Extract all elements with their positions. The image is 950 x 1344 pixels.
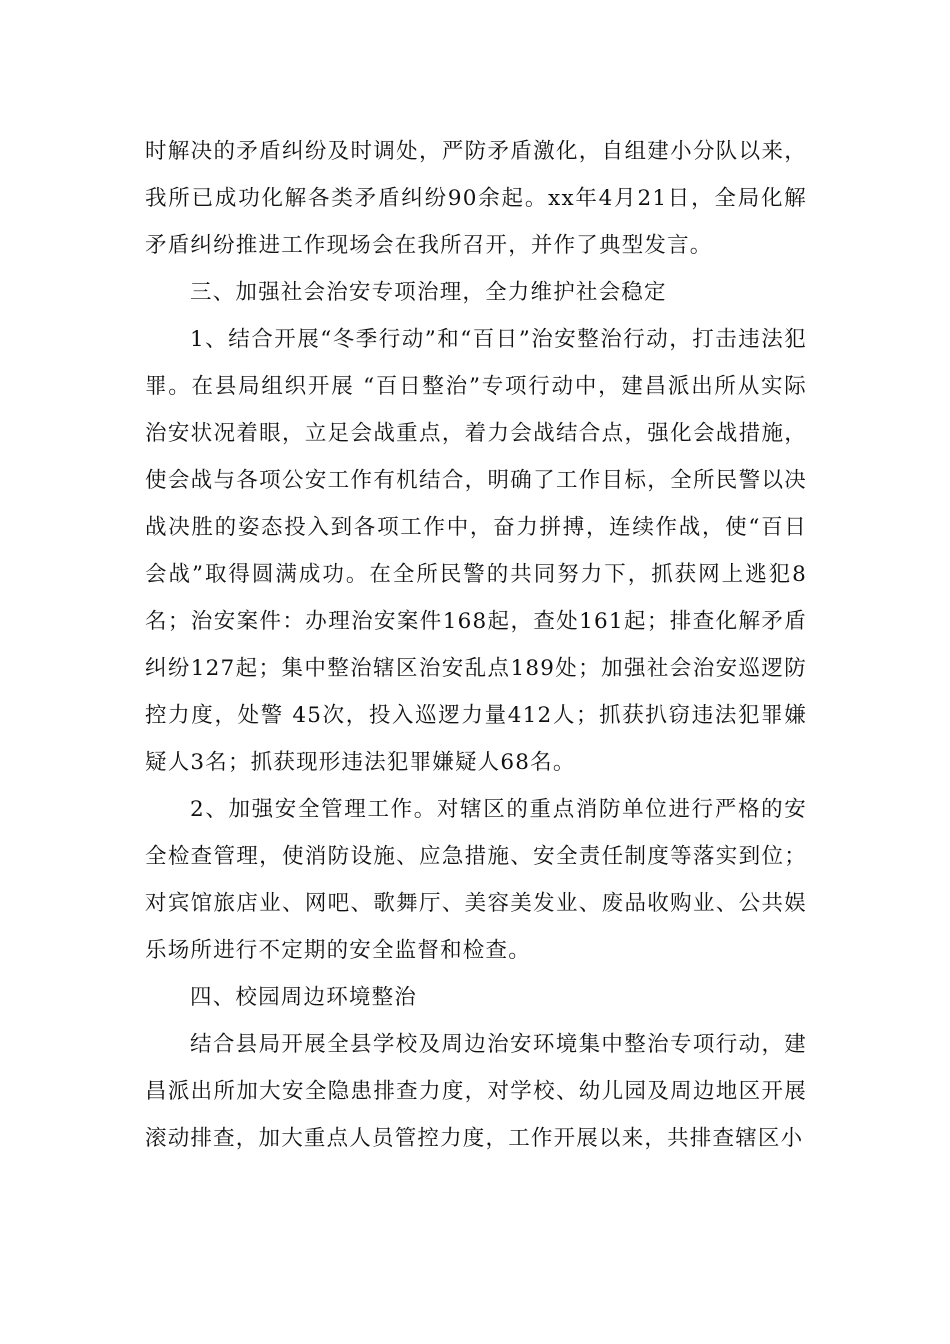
paragraph-continuation: 时解决的矛盾纠纷及时调处，严防矛盾激化，自组建小分队以来，我所已成功化解各类矛盾纠纷90余起。xx年4月21日，全局化解矛盾纠纷推进工作现场会在我所召开，并作了典型发言。: [145, 139, 807, 258]
paragraph-item-two: 2、加强安全管理工作。对辖区的重点消防单位进行严格的安全检查管理，使消防设施、应急措施、安全责任制度等落实到位；对宾馆旅店业、网吧、歌舞厅、美容美发业、废品收购业、公共娱乐场所进行不定期的安全监督和检查。: [145, 797, 807, 963]
document-body: [145, 128, 807, 1162]
section-heading-four: 四、校园周边环境整治: [190, 985, 418, 1010]
paragraph-campus: 结合县局开展全县学校及周边治安环境集中整治专项行动，建昌派出所加大安全隐患排查力度，对学校、幼儿园及周边地区开展滚动排查，加大重点人员管控力度，工作开展以来，共排查辖区小: [145, 1032, 807, 1151]
section-heading-three: 三、加强社会治安专项治理，全力维护社会稳定: [190, 280, 667, 305]
paragraph-item-one: 1、结合开展“冬季行动”和“百日”治安整治行动，打击违法犯罪。在县局组织开展 “百日整治”专项行动中，建昌派出所从实际治安状况着眼，立足会战重点，着力会战结合点，强化会战措施，使会战与各项公安工作有机结合，明确了工作目标，全所民警以决战决胜的姿态投入到各项工作中，奋力拼搏，连续作战，使“百日会战”取得圆满成功。在全所民警的共同努力下，抓获网上逃犯8名；治安案件：办理治安案件168起，查处161起；排查化解矛盾纠纷127起；集中整治辖区治安乱点189处；加强社会治安巡逻防控力度，处警 45次，投入巡逻力量412人；抓获扒窃违法犯罪嫌疑人3名；抓获现形违法犯罪嫌疑人68名。: [145, 327, 807, 775]
